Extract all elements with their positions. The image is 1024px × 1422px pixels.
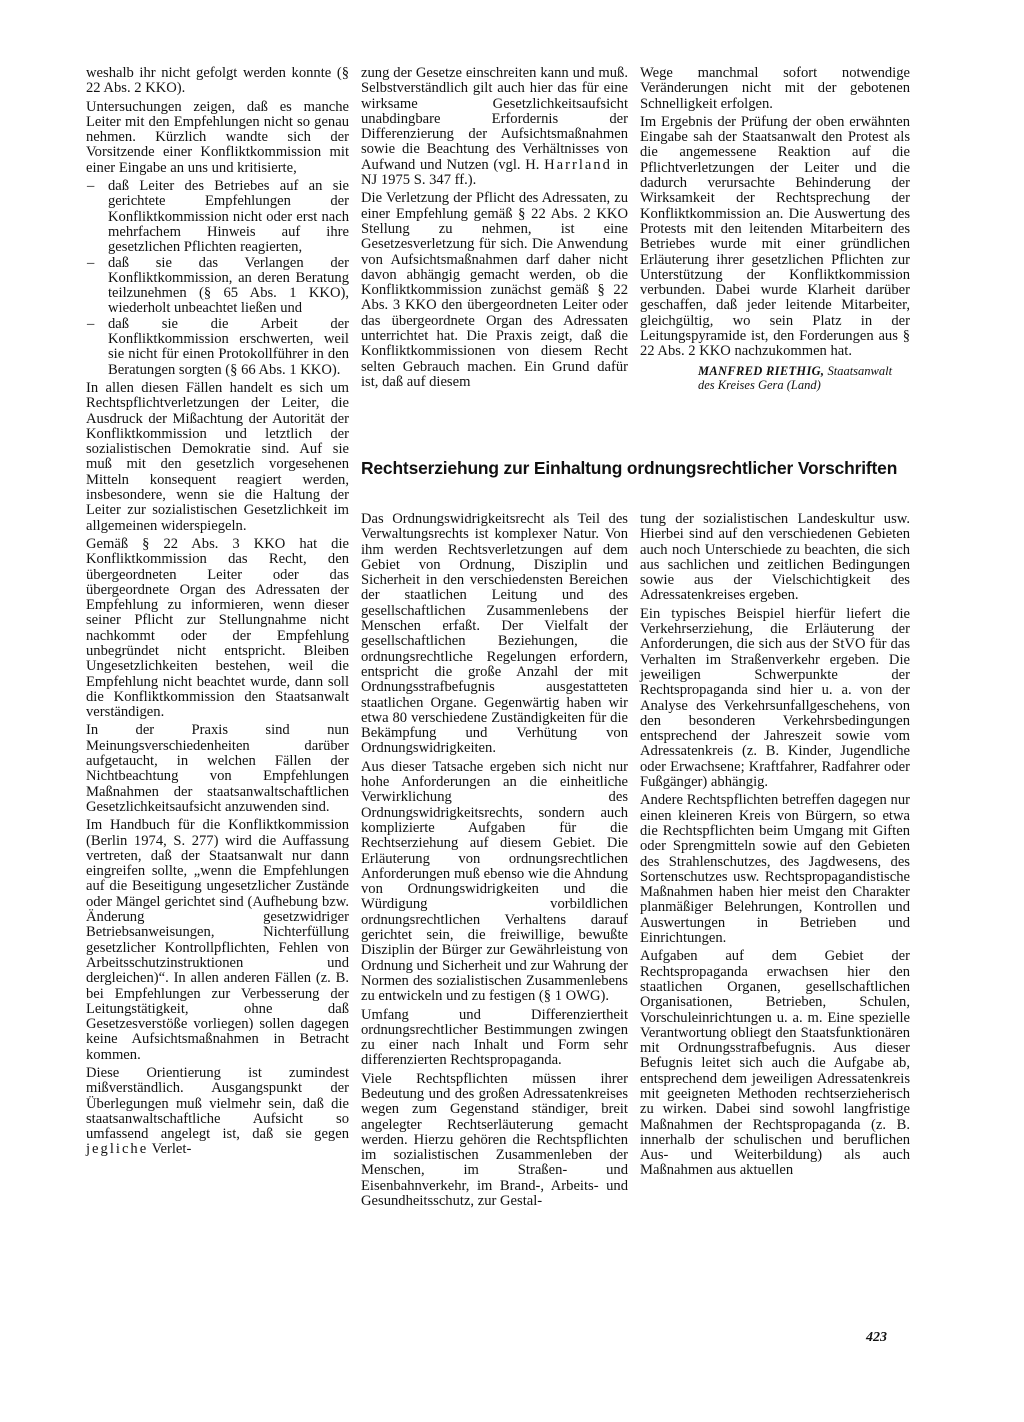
right-column <box>640 66 910 393</box>
article-paragraph: Das Ordnungswidrigkeitsrecht als Teil des Verwaltungsrechts ist komplexer Natur. Von ihm werden Rechtsverletzungen auf dem Gebiet von Ordnung, Disziplin und Sicherheit in den verschiedensten Bereichen der staatlichen Leitung und des gesellschaftlichen Zusammenlebens der Menschen erfaßt. Der Vielfalt der gesellschaftlichen Beziehungen, die ordnungsrechtliche Regelungen erfordern, entspricht die große Anzahl der mit Ordnungsstrafbefugnis ausgestatteten staatlichen Organe. Gegenwärtig haben wir etwa 80 verschiedene Zuständigkeiten für die Bekämpfung und Verhütung von Ordnungswidrigkeiten. <box>361 511 628 757</box>
left-paragraph-5: In der Praxis sind nun Meinungsverschiedenheiten darüber aufgetaucht, in welchen Fällen der Nichtbeachtung von Empfehlungen Maßnahmen der staatsanwaltschaftlichen Gesetzlichkeitsaufsicht anzuwenden sind. <box>86 722 349 815</box>
complaint-list-item: – daß sie das Verlangen der Konfliktkommission, an deren Beratung teilzunehmen (§ 65 Abs. 1 KKO), wiederholt unbeachtet ließen und <box>86 256 349 317</box>
article-column-2 <box>640 512 910 1182</box>
left-column <box>86 66 349 1161</box>
author-district: des Kreises Gera (Land) <box>698 378 821 393</box>
middle-paragraph-1 <box>361 66 628 188</box>
right-paragraph-2: Im Ergebnis der Prüfung der oben erwähnten Eingabe sah der Staatsanwalt den Protest als die angemessene Reaktion auf die Pflichtverletzungen der Leiter und die dadurch verursachte Behinderung der Wirksamkeit der Rechtsprechung der Konfliktkommission an. Die Auswertung des Protests mit den leitenden Mitarbeitern des Betriebes wurde mit einer gründlichen Erläuterung ihrer gesetzlichen Pflichten zur Unterstützung der Konfliktkommission verbunden. Dabei wurde Klarheit darüber geschaffen, daß jeder leitende Mitarbeiter, gleichgültig, wo sein Platz in der Leitungspyramide ist, den Forderungen aus § 22 Abs. 2 KKO nachzukommen hat. <box>640 113 910 360</box>
middle-column <box>361 66 628 393</box>
cited-author: Harrland <box>544 156 612 173</box>
article-paragraph: Aus dieser Tatsache ergeben sich nicht nur hohe Anforderungen an die einheitliche Verwirklichung des Ordnungswidrigkeitsrechts, sondern auch komplizierte Aufgaben für die Rechtserziehung auf diesem Gebiet. Die Erläuterung von ordnungsrechtlichen Anforderungen muß ebenso wie die Ahndung von Ordnungswidrigkeiten und die Würdigung vorbildlichen ordnungsrechtlichen Verhaltens darauf gerichtet sein, die freiwillige, bewußte Disziplin der Bürger zur Gewährleistung von Ordnung und Sicherheit und zur Wahrung der Normen des sozialistischen Zusammenlebens zu entwickeln und zu festigen (§ 1 OWG). <box>361 758 628 1005</box>
article-paragraph: Umfang und Differenziertheit ordnungsrechtlicher Bestimmungen zwingen zu einer nach Inhalt und Form sehr differenzierten Rechtspropaganda. <box>361 1006 628 1069</box>
left-paragraph-7-end: Verlet- <box>151 1141 192 1158</box>
author-signature <box>640 364 910 393</box>
right-paragraph-1: Wege manchmal sofort notwendige Veränderungen nicht mit der gebotenen Schnelligkeit erfolgen. <box>640 65 910 112</box>
left-paragraph-6: Im Handbuch für die Konfliktkommission (Berlin 1974, S. 277) wird die Auffassung vertreten, daß der Staatsanwalt nur dann eingreifen sollte, „wenn die Empfehlungen auf die Beseitigung ungesetzlicher Zustände oder Mängel gerichtet sind (Aufhebung bzw. Änderung gesetzwidriger Betriebsanweisungen, Nichterfüllung gesetzlicher Kontrollpflichten, Fehlen von Arbeitsschutzinstruktionen und dergleichen)“. In allen anderen Fällen (z. B. bei Empfehlungen zur Verbesserung der Leitungstätigkeit, ohne daß Gesetzesverstöße vorliegen) sollen dagegen keine Aufsichtsmaßnahmen in Betracht kommen. <box>86 817 349 1063</box>
article-paragraph: Viele Rechtspflichten müssen ihrer Bedeutung und des großen Adressatenkreises wegen zum Gegenstand ständiger, breit angelegter Rechtserläuterung gemacht werden. Hierzu gehören die Rechtspflichten im sozialistischen Zusammenleben der Menschen, im Straßen- und Eisenbahnverkehr, im Brand-, Arbeits- und Gesundheitsschutz, zur Gestal- <box>361 1070 628 1210</box>
middle-paragraph-1-end: in NJ 1975 S. 347 ff.). <box>361 156 629 189</box>
article-paragraph: Ein typisches Beispiel hierfür liefert die Verkehrserziehung, die Erläuterung der Anforderungen, die sich aus der StVO für das Verhalten im Straßenverkehr ergeben. Die jeweiligen Schwerpunkte der Rechtspropaganda sind hier u. a. von der Analyse des Verkehrsunfallgeschehens, von den besonderen Verkehrsbedingungen entsprechend der Jahreszeit sowie vom Adressatenkreis (z. B. Kinder, Jugendliche oder Erwachsene; Kraftfahrer, Radfahrer oder Fußgänger) abhängig. <box>640 605 910 791</box>
page-number: 423 <box>866 1330 887 1345</box>
left-paragraph-2: Untersuchungen zeigen, daß es manche Leiter mit den Empfehlungen nicht so genau nehmen. Kürzlich wandte sich der Vorsitzende einer Konfliktkommission mit einer Eingabe an uns und kritisierte, <box>86 98 349 176</box>
complaint-list <box>86 179 349 378</box>
article-column-1 <box>361 512 628 1212</box>
complaint-list-item: – daß Leiter des Betriebes auf an sie gerichtete Empfehlungen der Konfliktkommission nicht oder erst nach mehrfachem Hinweis auf ihre gesetzlichen Pflichten reagierten, <box>86 179 349 255</box>
author-name: MANFRED RIETHIG, <box>698 363 825 378</box>
middle-paragraph-1-start: zung der Gesetze einschreiten kann und muß. Selbstverständlich gilt auch hier das für eine wirksame Gesetzlichkeitsaufsicht unabdingbare Erfordernis der Differenzierung der Aufsichtsmaßnahmen sowie die Beachtung des Verhältnisses von Aufwand und Nutzen (vgl. H. <box>361 65 628 173</box>
article-heading: Rechtserziehung zur Einhaltung ordnungsrechtlicher Vorschriften <box>361 458 898 478</box>
complaint-list-item: – daß sie die Arbeit der Konfliktkommission erschwerten, weil sie nicht für einen Protokollführer in den Beratungen sorgten (§ 66 Abs. 1 KKO). <box>86 317 349 378</box>
left-paragraph-7-start: Diese Orientierung ist zumindest mißverständlich. Ausgangspunkt der Überlegungen muß vielmehr sein, daß die staatsanwaltschaftliche Aufsicht so umfassend angelegt ist, daß sie gegen <box>86 1065 349 1143</box>
left-paragraph-1: weshalb ihr nicht gefolgt werden konnte (§ 22 Abs. 2 KKO). <box>86 65 349 97</box>
article-paragraph: tung der sozialistischen Landeskultur usw. Hierbei sind auf den verschiedenen Gebieten auch noch Unterschiede zu beachten, die sich aus sachlichen und zeitlichen Bedingungen sowie aus der Vielschichtigkeit des Adressatenkreises ergeben. <box>640 511 910 604</box>
middle-paragraph-2: Die Verletzung der Pflicht des Adressaten, zu einer Empfehlung gemäß § 22 Abs. 2 KKO Stellung zu nehmen, ist eine Gesetzesverletzung für sich. Die Anwendung von Aufsichtsmaßnahmen darf daher nicht davon abhängig gemacht werden, ob die Konfliktkommission zunächst gemäß § 22 Abs. 3 KKO den übergeordneten Leiter oder das übergeordnete Organ des Adressaten unterrichtet hat. Die Praxis zeigt, daß die Konfliktkommissionen von diesem Recht selten Gebrauch machen. Ein Grund dafür ist, daß auf diesem <box>361 190 628 390</box>
left-paragraph-3: In allen diesen Fällen handelt es sich um Rechtspflichtverletzungen der Leiter, die Ausdruck der Mißachtung der Autorität der Konfliktkommission und letztlich der sozialistischen Demokratie sind. Auf sie muß mit den gesetzlich vorgesehenen Mitteln konsequent reagiert werden, insbesondere, wenn sie die Haltung der Leiter zur sozialistischen Gesetzlichkeit im allgemeinen widerspiegeln. <box>86 379 349 534</box>
article-paragraph: Andere Rechtspflichten betreffen dagegen nur einen kleineren Kreis von Bürgern, so etwa die Rechtspflichten beim Umgang mit Giften oder Sprengmitteln sowie auf den Gebieten des Strahlenschutzes, des Jagdwesens, des Sortenschutzes usw. Rechtspropagandistische Maßnahmen haben hier meist den Charakter planmäßiger Belehrungen, Kontrollen und Auswertungen in Betrieben und Einrichtungen. <box>640 792 910 947</box>
article-paragraph: Aufgaben auf dem Gebiet der Rechtspropaganda erwachsen hier den staatlichen Organen, gesellschaftlichen Organisationen, Betrieben, Schulen, Vorschuleinrichtungen u. a. m. Eine spezielle Verantwortung obliegt den Staatsfunktionären mit Ordnungsstrafbefugnis. Aus dieser Befugnis leitet sich auch die Aufgabe ab, entsprechend dem jeweiligen Adressatenkreis mit geeigneten Methoden rechtserzieherisch zu wirken. Dabei sind sowohl langfristige Maßnahmen der Rechtspropaganda (z. B. innerhalb der schulischen und beruflichen Aus- und Weiterbildung) als auch Maßnahmen aus aktuellen <box>640 948 910 1179</box>
author-title: Staatsanwalt <box>827 363 893 378</box>
left-paragraph-7 <box>86 1066 349 1158</box>
spaced-emphasis: jegliche <box>86 1141 149 1158</box>
left-paragraph-4: Gemäß § 22 Abs. 3 KKO hat die Konfliktkommission das Recht, den übergeordneten Leiter oder das übergeordnete Organ des Adressaten der Empfehlung zu informieren, wenn dieser seiner Pflicht zur Stellungnahme nicht nachkommt oder der Empfehlung unbegründet nicht entspricht. Bleiben Ungesetzlichkeiten bestehen, weil die Empfehlung nicht beachtet wurde, dann soll die Konfliktkommission den Staatsanwalt verständigen. <box>86 535 349 721</box>
